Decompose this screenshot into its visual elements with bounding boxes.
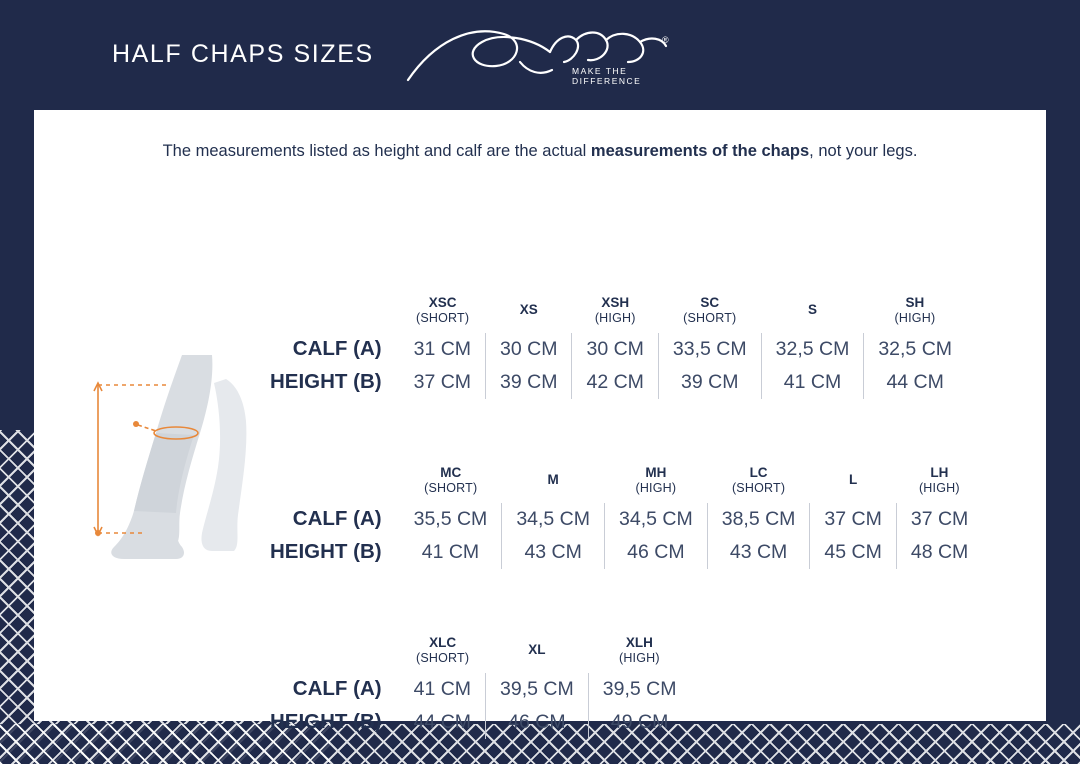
table-row-headers (270, 295, 966, 333)
cell-calf-lh: 37 CM (896, 503, 982, 536)
page-title: HALF CHAPS SIZES (112, 40, 374, 68)
cell-calf-l: 37 CM (810, 503, 896, 536)
size-table-2 (270, 465, 982, 569)
cell-calf-s: 32,5 CM (761, 333, 864, 366)
cell-height-lc: 43 CM (707, 536, 810, 569)
table-row-height (270, 536, 982, 569)
registered-trademark-icon: ® (662, 35, 669, 45)
size-header-sc: SC (SHORT) (683, 295, 737, 325)
cell-height-xsc: 37 CM (413, 370, 472, 393)
size-table-3 (270, 635, 690, 739)
table-row-headers (270, 465, 982, 503)
table-row-height (270, 366, 966, 399)
cell-calf-xlc: 41 CM (413, 677, 472, 700)
size-header-lc: LC (SHORT) (731, 465, 786, 495)
intro-bold: measurements of the chaps (590, 142, 810, 160)
cell-calf-xl: 39,5 CM (486, 673, 589, 706)
cell-height-xsh: 42 CM (572, 366, 658, 399)
cell-height-xlc: 44 CM (413, 710, 472, 733)
cell-calf-mc: 35,5 CM (413, 507, 488, 530)
size-header-xsc: XSC (SHORT) (415, 295, 470, 325)
cell-height-s: 41 CM (761, 366, 864, 399)
size-header-xlc: XLC (SHORT) (415, 635, 470, 665)
cell-height-sc: 39 CM (658, 366, 761, 399)
leg-illustration (90, 355, 280, 565)
size-header-l: L (849, 472, 858, 488)
row-label-calf: CALF (A) (292, 677, 382, 701)
table-row-calf (270, 673, 690, 706)
table-row-calf (270, 333, 966, 366)
logo-tagline: MAKE THE DIFFERENCE (572, 66, 642, 86)
cell-height-xl: 46 CM (486, 706, 589, 739)
size-header-xsh: XSH (HIGH) (594, 295, 636, 325)
cell-calf-mh: 34,5 CM (605, 503, 708, 536)
table-row-headers (270, 635, 690, 673)
cell-height-m: 43 CM (502, 536, 605, 569)
cell-calf-sc: 33,5 CM (658, 333, 761, 366)
cell-calf-xsc: 31 CM (413, 337, 472, 360)
cell-calf-xs: 30 CM (486, 333, 572, 366)
size-header-mc: MC (SHORT) (424, 465, 478, 495)
cell-height-l: 45 CM (810, 536, 896, 569)
cell-calf-xlh: 39,5 CM (588, 673, 690, 706)
table-row-calf (270, 503, 982, 536)
row-label-calf: CALF (A) (292, 337, 382, 361)
intro-part1: The measurements listed as height and calf are the actual (162, 142, 591, 160)
content-card (34, 110, 1046, 734)
intro-text (34, 142, 1046, 161)
brand-logo (400, 18, 690, 98)
size-header-xl: XL (528, 642, 546, 658)
cell-calf-lc: 38,5 CM (707, 503, 810, 536)
size-header-mh: MH (HIGH) (635, 465, 677, 495)
cell-calf-xsh: 30 CM (572, 333, 658, 366)
cell-calf-sh: 32,5 CM (864, 333, 966, 366)
size-header-xlh: XLH (HIGH) (618, 635, 660, 665)
cell-height-sh: 44 CM (864, 366, 966, 399)
cell-height-mh: 46 CM (605, 536, 708, 569)
size-header-s: S (807, 302, 817, 318)
size-header-xs: XS (519, 302, 538, 318)
table-row-height (270, 706, 690, 739)
header (0, 0, 1080, 110)
row-label-height: HEIGHT (B) (270, 370, 382, 394)
row-label-height: HEIGHT (B) (270, 710, 382, 734)
size-table-1 (270, 295, 966, 399)
row-label-height: HEIGHT (B) (270, 540, 382, 564)
size-header-lh: LH (HIGH) (918, 465, 960, 495)
cell-calf-m: 34,5 CM (502, 503, 605, 536)
cell-height-lh: 48 CM (896, 536, 982, 569)
row-label-calf: CALF (A) (292, 507, 382, 531)
size-header-m: M (547, 472, 559, 488)
size-header-sh: SH (HIGH) (894, 295, 936, 325)
cell-height-xs: 39 CM (486, 366, 572, 399)
cell-height-xlh: 49 CM (588, 706, 690, 739)
cell-height-mc: 41 CM (421, 540, 480, 563)
intro-part2: , not your legs. (809, 142, 918, 160)
